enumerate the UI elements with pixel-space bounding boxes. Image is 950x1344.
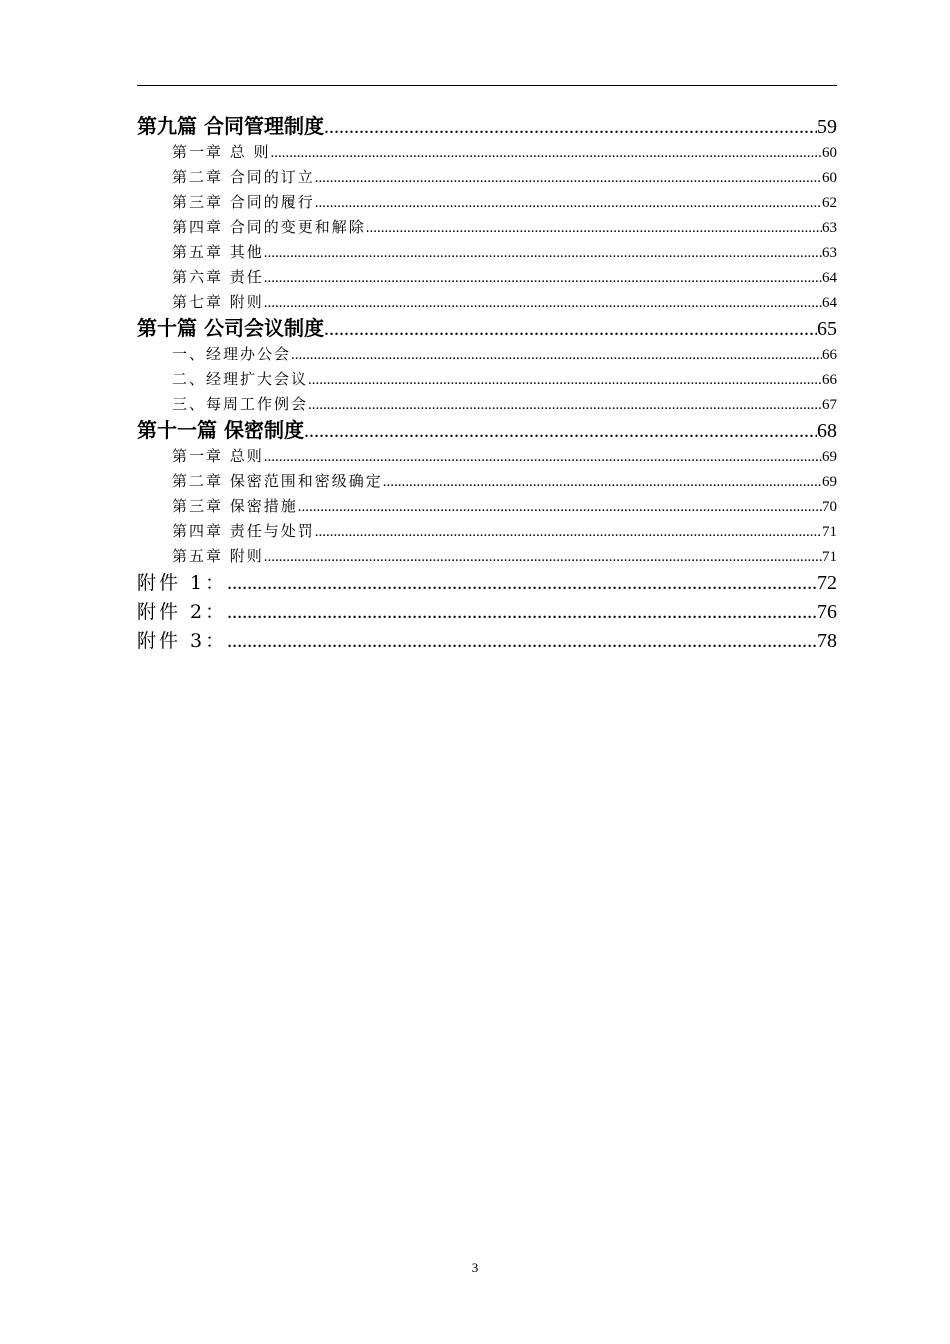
toc-entry-page: 63 xyxy=(822,220,837,236)
toc-entry-chapter[interactable] xyxy=(137,342,837,367)
toc-entry-label: 一、经理办公会 xyxy=(172,345,292,363)
toc-dot-leader xyxy=(264,266,822,290)
toc-entry-page: 71 xyxy=(822,549,837,565)
toc-entry-chapter[interactable] xyxy=(137,494,837,519)
toc-dot-leader xyxy=(291,343,822,367)
toc-entry-page: 64 xyxy=(822,295,837,311)
toc-entry-page: 67 xyxy=(822,397,837,413)
toc-dot-leader xyxy=(227,569,817,598)
header-rule xyxy=(137,85,837,86)
toc-entry-appendix[interactable] xyxy=(137,598,837,627)
toc-entry-page: 60 xyxy=(822,145,837,161)
toc-dot-leader xyxy=(227,598,817,627)
toc-dot-leader xyxy=(271,141,822,165)
toc-entry-chapter[interactable] xyxy=(137,165,837,190)
toc-dot-leader xyxy=(308,393,822,417)
toc-entry-appendix[interactable] xyxy=(137,627,837,656)
toc-entry-chapter[interactable] xyxy=(137,519,837,544)
toc-dot-leader xyxy=(227,627,817,656)
toc-entry-page: 65 xyxy=(817,318,837,340)
toc-entry-label: 第二章 合同的订立 xyxy=(172,168,315,186)
toc-entry-label: 第四章 合同的变更和解除 xyxy=(172,218,366,236)
toc-entry-page: 72 xyxy=(817,572,837,594)
toc-entry-label: 第五章 其他 xyxy=(172,243,264,261)
toc-entry-chapter[interactable] xyxy=(137,190,837,215)
toc-dot-leader xyxy=(264,445,822,469)
toc-entry-part[interactable] xyxy=(137,113,837,140)
toc-entry-label: 第六章 责任 xyxy=(172,268,264,286)
toc-entry-label: 第五章 附则 xyxy=(172,547,264,565)
toc-entry-page: 78 xyxy=(817,630,837,652)
toc-entry-page: 63 xyxy=(822,245,837,261)
toc-entry-label: 第九篇 合同管理制度 xyxy=(137,114,324,138)
toc-entry-chapter[interactable] xyxy=(137,444,837,469)
toc-entry-page: 70 xyxy=(822,499,837,515)
toc-entry-label: 第三章 合同的履行 xyxy=(172,193,315,211)
toc-dot-leader xyxy=(298,495,822,519)
toc-entry-page: 66 xyxy=(822,347,837,363)
toc-entry-page: 68 xyxy=(817,420,837,442)
toc-dot-leader xyxy=(315,191,822,215)
toc-entry-page: 69 xyxy=(822,449,837,465)
toc-entry-chapter[interactable] xyxy=(137,240,837,265)
toc-entry-chapter[interactable] xyxy=(137,469,837,494)
toc-entry-label: 三、每周工作例会 xyxy=(172,395,309,413)
toc-entry-label: 第十篇 公司会议制度 xyxy=(137,316,324,340)
toc-entry-part[interactable] xyxy=(137,315,837,342)
toc-dot-leader xyxy=(264,241,822,265)
toc-dot-leader xyxy=(366,216,822,240)
toc-entry-label: 第二章 保密范围和密级确定 xyxy=(172,472,383,490)
toc-entry-chapter[interactable] xyxy=(137,392,837,417)
toc-entry-chapter[interactable] xyxy=(137,265,837,290)
toc-entry-chapter[interactable] xyxy=(137,140,837,165)
toc-entry-label: 附件 3： xyxy=(137,630,228,652)
toc-entry-label: 第十一篇 保密制度 xyxy=(137,418,304,442)
toc-entry-label: 附件 2： xyxy=(137,601,228,623)
table-of-contents xyxy=(137,113,837,656)
toc-entry-part[interactable] xyxy=(137,417,837,444)
toc-entry-label: 第一章 总 则 xyxy=(172,143,271,161)
toc-entry-page: 69 xyxy=(822,474,837,490)
toc-dot-leader xyxy=(304,418,817,444)
toc-dot-leader xyxy=(315,520,822,544)
toc-entry-page: 66 xyxy=(822,372,837,388)
toc-entry-label: 第一章 总则 xyxy=(172,447,264,465)
toc-entry-label: 附件 1： xyxy=(137,572,228,594)
toc-entry-chapter[interactable] xyxy=(137,544,837,569)
toc-entry-label: 二、经理扩大会议 xyxy=(172,370,309,388)
toc-dot-leader xyxy=(264,545,822,569)
page-number: 3 xyxy=(471,1260,479,1275)
toc-dot-leader xyxy=(324,316,817,342)
toc-entry-page: 71 xyxy=(822,524,837,540)
toc-entry-chapter[interactable] xyxy=(137,215,837,240)
toc-entry-page: 60 xyxy=(822,170,837,186)
toc-entry-label: 第三章 保密措施 xyxy=(172,497,298,515)
toc-entry-page: 62 xyxy=(822,195,837,211)
toc-dot-leader xyxy=(383,470,822,494)
toc-entry-page: 59 xyxy=(817,116,837,138)
toc-entry-label: 第七章 附则 xyxy=(172,293,264,311)
toc-entry-chapter[interactable] xyxy=(137,290,837,315)
toc-entry-appendix[interactable] xyxy=(137,569,837,598)
toc-dot-leader xyxy=(315,166,822,190)
toc-entry-chapter[interactable] xyxy=(137,367,837,392)
toc-entry-page: 76 xyxy=(817,601,837,623)
toc-entry-label: 第四章 责任与处罚 xyxy=(172,522,315,540)
toc-dot-leader xyxy=(264,291,822,315)
toc-dot-leader xyxy=(324,114,817,140)
toc-dot-leader xyxy=(308,368,822,392)
toc-entry-page: 64 xyxy=(822,270,837,286)
